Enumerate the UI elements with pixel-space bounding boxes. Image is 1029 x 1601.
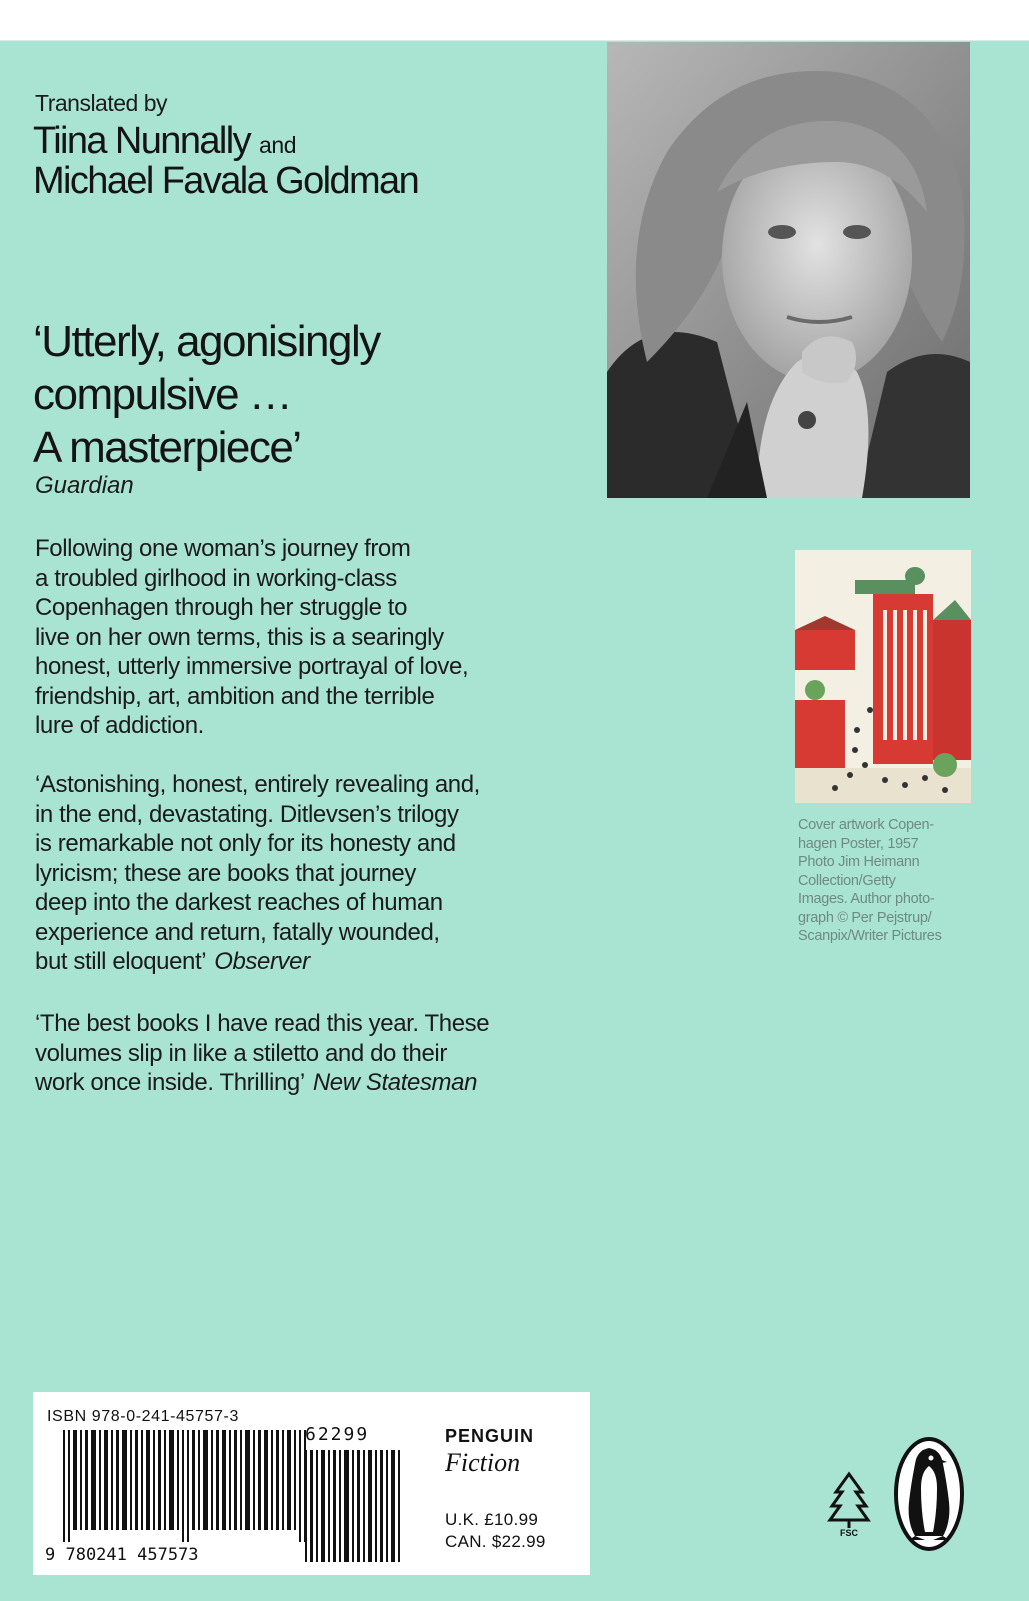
imprint-publisher: PENGUIN bbox=[445, 1426, 535, 1446]
review-source: Observer bbox=[214, 948, 310, 975]
translator-1-name: Tiina Nunnally bbox=[33, 120, 250, 162]
blurb-line: live on her own terms, this is a searingly bbox=[35, 623, 444, 651]
review-quote-line: deep into the darkest reaches of human bbox=[35, 889, 443, 916]
review-quote-line: experience and return, fatally wounded, bbox=[35, 918, 440, 946]
price-uk: U.K. £10.99 bbox=[445, 1510, 539, 1529]
review-source: New Statesman bbox=[312, 1069, 478, 1096]
fsc-logo-icon bbox=[824, 1470, 874, 1538]
translator-joiner: and bbox=[258, 132, 297, 158]
blurb bbox=[35, 534, 590, 741]
headline-quote bbox=[33, 315, 380, 474]
headline-quote-line: A masterpiece’ bbox=[33, 423, 301, 472]
credits-line: graph © Per Pejstrup/ bbox=[798, 909, 932, 926]
isbn: ISBN 978-0-241-45757-3 bbox=[47, 1408, 239, 1425]
imprint-series: Fiction bbox=[445, 1448, 521, 1477]
translator-1 bbox=[33, 120, 296, 163]
review-quote-line-last bbox=[35, 1068, 590, 1098]
barcode-icon bbox=[63, 1430, 309, 1542]
blurb-line: honest, utterly immersive portrayal of love, bbox=[35, 653, 469, 680]
headline-quote-line: compulsive … bbox=[33, 370, 292, 419]
review-quote-line: volumes slip in like a stiletto and do their bbox=[35, 1039, 447, 1067]
headline-quote-source: Guardian bbox=[35, 472, 134, 499]
review-quote-line: in the end, devastating. Ditlevsen’s trilogy bbox=[35, 800, 459, 828]
review-quote-new-statesman bbox=[35, 1009, 590, 1098]
translator-2-name: Michael Favala Goldman bbox=[33, 160, 419, 202]
image-credits bbox=[798, 816, 942, 946]
author-photo bbox=[607, 42, 970, 498]
blurb-line: a troubled girlhood in working-class bbox=[35, 564, 397, 592]
review-quote-line: but still eloquent’ bbox=[35, 948, 207, 975]
review-quote-line: work once inside. Thrilling’ bbox=[35, 1069, 305, 1096]
review-quote-line-last bbox=[35, 947, 590, 977]
blurb-line: friendship, art, ambition and the terrible bbox=[35, 682, 435, 710]
fsc-label: FSC bbox=[840, 1528, 858, 1538]
blurb-line: Copenhagen through her struggle to bbox=[35, 594, 408, 621]
credits-line: Cover artwork Copen- bbox=[798, 817, 934, 833]
credits-line: Images. Author photo- bbox=[798, 891, 935, 907]
credits-line: Collection/Getty bbox=[798, 872, 896, 889]
blurb-line: Following one woman’s journey from bbox=[35, 535, 411, 562]
barcode-price-code: 62299 bbox=[305, 1424, 370, 1445]
headline-quote-line: ‘Utterly, agonisingly bbox=[33, 317, 380, 366]
barcode-panel bbox=[33, 1392, 590, 1575]
review-quote-line: lyricism; these are books that journey bbox=[35, 859, 416, 887]
price-can: CAN. $22.99 bbox=[445, 1532, 546, 1551]
blurb-line: lure of addiction. bbox=[35, 712, 204, 739]
translated-by-label: Translated by bbox=[35, 90, 167, 116]
review-quote-observer bbox=[35, 770, 590, 977]
review-quote-line: is remarkable not only for its honesty and bbox=[35, 830, 456, 857]
credits-line: Photo Jim Heimann bbox=[798, 854, 920, 870]
review-quote-line: ‘Astonishing, honest, entirely revealing and, bbox=[35, 771, 480, 798]
review-quote-line: ‘The best books I have read this year. These bbox=[35, 1010, 490, 1037]
credits-line: Scanpix/Writer Pictures bbox=[798, 928, 942, 944]
barcode-digits: 9 780241 457573 bbox=[45, 1545, 199, 1565]
cover-artwork-thumbnail bbox=[795, 550, 971, 803]
price-barcode-icon bbox=[305, 1450, 405, 1562]
credits-line: hagen Poster, 1957 bbox=[798, 835, 919, 852]
penguin-logo-icon bbox=[893, 1436, 965, 1552]
